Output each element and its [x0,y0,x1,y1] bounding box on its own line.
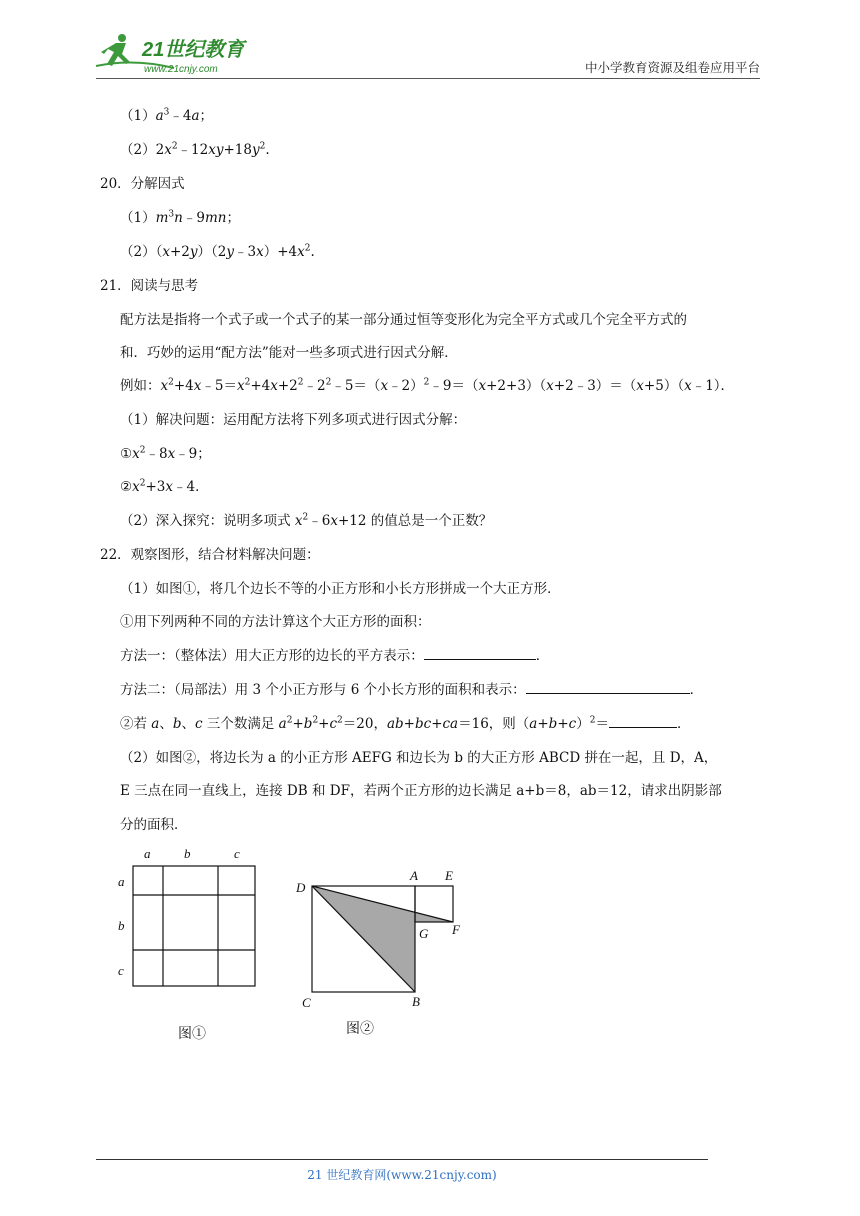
logo-text: 21世纪教育 [142,39,245,61]
point-c-label: C [302,995,311,1010]
q22-method2: 方法二：（局部法）用 3 个小正方形与 6 个小长方形的面积和表示： ． [120,682,704,698]
q22-sub2-line1: （2）如图②，将边长为 a 的小正方形 AEFG 和边长为 b 的大正方形 ABCD 拼在一起，且 D，A， [120,750,718,766]
fig1-caption: 图① [178,1027,206,1042]
q22-sub2-line3: 分的面积． [120,817,188,833]
figure-1 [110,842,270,1047]
fig1-top-label-b: b [184,846,191,861]
site-logo [94,32,264,76]
q20-part2: $(2)(x+2y)(2y﹣3x)+4x^2$. [120,243,315,260]
q21-title: 21．阅读与思考 [100,278,199,294]
q22-sub1: （1）如图①，将几个边长不等的小正方形和小长方形拼成一个大正方形． [120,581,561,597]
point-f-label: F [452,922,460,937]
header-platform-text: 中小学教育资源及组卷应用平台 [584,60,760,75]
fig1-side-label-c: c [118,963,124,978]
q21-item1: $①x^2﹣8x﹣9$； [120,445,211,462]
q21-sub1: （1）解决问题：运用配方法将下列多项式进行因式分解： [120,412,467,428]
q22-item2: ②若 a、b、c 三个数满足 $a^2+b^2+c^2=20$，ab+bc+ca＝16，则$(a+b+c)^2=$ ． [120,715,691,732]
fig1-top-label-a: a [144,846,151,861]
q20-part1: $(1)m^3n﹣9mn$； [120,209,240,226]
q21-example: 例如：$x^2+4x﹣5=x^2+4x+2^2﹣2^2﹣5=(x﹣2)^2﹣9=(x+2+3)(x+2﹣3)=(x+5)(x﹣1)$． [120,377,735,394]
q19-part1: $(1)a^3﹣4a$； [120,107,214,124]
fig1-side-label-a: a [118,874,125,889]
logo-url: www.21cnjy.com [144,64,218,75]
q19-part2: $(2)2x^2﹣12xy+18y^2$. [120,141,270,158]
answer-blank[interactable] [609,715,677,728]
fig1-big-square [133,866,255,986]
footer-divider [96,1159,708,1160]
point-g-label: G [419,926,429,941]
point-e-label: E [445,868,453,883]
header-divider [96,78,760,79]
footer-text[interactable]: 21 世纪教育网(www.21cnjy.com) [307,1168,497,1182]
shaded-region [312,886,453,992]
q21-item2: $②x^2+3x﹣4$． [120,478,209,495]
q21-para1: 配方法是指将一个式子或一个式子的某一部分通过恒等变形化为完全平方式或几个完全平方式的 [120,312,687,328]
point-b-label: B [412,994,420,1009]
q22-method1: 方法一：（整体法）用大正方形的边长的平方表示： ． [120,648,550,664]
answer-blank[interactable] [526,681,690,694]
fig1-side-label-b: b [118,918,125,933]
q21-sub2: （2）深入探究：说明多项式 $x^2﹣6x+12$ 的值总是一个正数？ [120,512,493,529]
answer-blank[interactable] [424,647,536,660]
q22-sub2-line2: E 三点在同一直线上，连接 DB 和 DF，若两个正方形的边长满足 a+b＝8，ab＝12，请求出阴影部 [120,783,722,799]
fig1-top-label-c: c [234,846,240,861]
point-d-label: D [296,880,306,895]
figure-2 [290,862,470,1042]
q20-title: 20．分解因式 [100,176,185,192]
q21-para2: 和．巧妙的运用“配方法”能对一些多项式进行因式分解． [120,345,458,361]
q22-title: 22．观察图形，结合材料解决问题： [100,547,320,563]
point-a-label: A [410,868,418,883]
fig2-caption: 图② [346,1022,374,1037]
q22-item1: ①用下列两种不同的方法计算这个大正方形的面积： [120,614,431,630]
